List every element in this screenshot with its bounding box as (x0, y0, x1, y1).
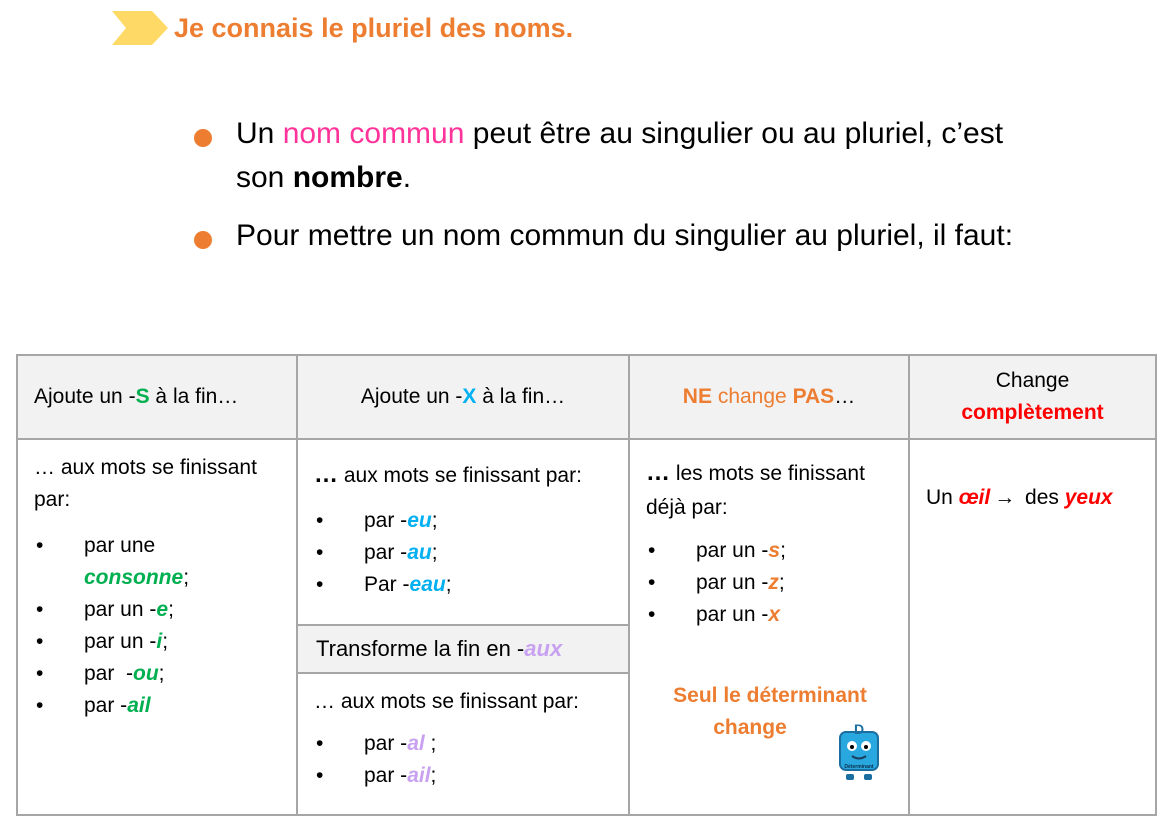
ne-word: NE (682, 385, 712, 408)
pas-word: PAS (792, 385, 835, 408)
aux-section (298, 674, 628, 814)
intro-text: aux mots se finissant par: (338, 464, 582, 487)
item-text: par - (84, 662, 134, 685)
ending: aux (524, 636, 563, 661)
item-text: ; (158, 662, 165, 685)
orange-dot-icon (194, 231, 212, 249)
ending: s (768, 539, 781, 562)
ending: x (768, 603, 781, 626)
item-text: par - (84, 694, 128, 717)
orange-dot-icon (194, 129, 212, 147)
unchanged-endings-list (646, 535, 892, 631)
header-change-completely (909, 355, 1156, 439)
chevron-arrow-icon (112, 11, 168, 45)
list-item (314, 569, 612, 601)
bullet-text: . (402, 161, 412, 194)
cell-intro (314, 458, 612, 493)
letter-s: S (135, 385, 150, 408)
ending: i (156, 630, 163, 653)
rule-bullets (190, 112, 1050, 272)
determinant-mascot-icon (834, 722, 884, 782)
transform-aux-header (298, 624, 628, 674)
ellipsis: … (314, 461, 338, 488)
list-item (34, 690, 280, 722)
header-text: Change (995, 369, 1070, 392)
list-item (34, 530, 280, 594)
header-text: à la fin… (149, 385, 239, 408)
lesson-title: Je connais le pluriel des noms. (174, 12, 574, 43)
nombre-keyword: nombre (292, 161, 403, 194)
cell-add-x (297, 439, 629, 815)
irregular-example (926, 482, 1139, 514)
intro-text: les mots se finissant déjà par: (646, 462, 865, 519)
example-text: Un (926, 486, 959, 509)
ending: au (407, 541, 432, 564)
header-add-x (297, 355, 629, 439)
lesson-header (112, 8, 573, 48)
note-line: Seul le déterminant (673, 684, 867, 707)
list-item (646, 535, 892, 567)
ending: ou (133, 662, 159, 685)
item-text: ; (778, 571, 785, 594)
item-text: ; (431, 541, 438, 564)
arrow-icon: → (994, 486, 1016, 509)
item-text: par un - (696, 539, 769, 562)
list-item (314, 505, 612, 537)
bullet-text: Pour mettre un nom commun du singulier au pluriel, il faut: (236, 219, 1014, 252)
list-item (646, 599, 892, 631)
bullet-text: peut être au singulier ou au pluriel, c’est son (236, 117, 1004, 194)
header-text: à la fin… (476, 385, 566, 408)
singular-word: œil (958, 486, 991, 509)
ending: ail (407, 764, 431, 787)
note-line: change (713, 716, 787, 739)
item-text: par un - (84, 598, 157, 621)
item-text: ; (168, 598, 174, 621)
cell-intro: … aux mots se finissant par: (314, 690, 579, 713)
svg-text:Déterminant: Déterminant (844, 764, 874, 770)
item-text: par un - (696, 603, 769, 626)
plural-word: yeux (1064, 486, 1113, 509)
aux-endings-list (314, 728, 612, 792)
item-text: Par - (364, 573, 410, 596)
list-item (646, 567, 892, 599)
item-text: par un - (696, 571, 769, 594)
ellipsis: … (646, 459, 670, 486)
cell-intro: … aux mots se finissant par: (34, 456, 257, 511)
ending: eau (409, 573, 446, 596)
sub-header-text: Transforme la fin en - (316, 636, 525, 661)
header-text: change (711, 385, 793, 408)
item-text: ; (445, 573, 452, 596)
list-item (314, 537, 612, 569)
bullet-text: Un (236, 117, 283, 150)
header-text: Ajoute un - (34, 385, 136, 408)
add-x-section (298, 440, 628, 624)
letter-x: X (462, 385, 477, 408)
list-item (314, 728, 612, 760)
cell-no-change (629, 439, 909, 815)
item-text: ; (430, 764, 437, 787)
item-text: par - (364, 764, 408, 787)
header-no-change (629, 355, 909, 439)
plural-rules-table (16, 354, 1157, 816)
add-x-sections (298, 440, 628, 814)
ending: ail (127, 694, 151, 717)
ending: eu (407, 509, 432, 532)
item-text: ; (431, 509, 438, 532)
cell-change-completely (909, 439, 1156, 815)
item-text: ; (424, 732, 437, 755)
item-text: par - (364, 732, 408, 755)
item-text: ; (780, 539, 786, 562)
list-item (314, 760, 612, 792)
cell-add-s (17, 439, 297, 815)
rule-bullet-1 (190, 112, 1050, 200)
s-endings-list (34, 530, 280, 722)
list-item (34, 594, 280, 626)
nom-commun-highlight: nom commun (282, 117, 465, 150)
list-item (34, 658, 280, 690)
cell-intro (646, 456, 892, 525)
ending: al (407, 732, 425, 755)
ending: consonne (84, 566, 184, 589)
item-text: par un - (84, 630, 157, 653)
item-text: ; (162, 630, 169, 653)
ending: e (156, 598, 169, 621)
example-text: des (1019, 486, 1065, 509)
list-item (34, 626, 280, 658)
svg-text:D: D (853, 722, 865, 737)
item-text: par - (364, 541, 408, 564)
x-endings-list (314, 505, 612, 601)
ending: z (768, 571, 779, 594)
item-text: ; (183, 566, 190, 589)
rule-bullet-2 (190, 214, 1050, 258)
item-text: par une (84, 534, 156, 557)
header-text: … (834, 385, 856, 408)
header-add-s (17, 355, 297, 439)
header-text: Ajoute un - (360, 385, 463, 408)
completement-word: complètement (961, 401, 1104, 424)
item-text: par - (364, 509, 408, 532)
